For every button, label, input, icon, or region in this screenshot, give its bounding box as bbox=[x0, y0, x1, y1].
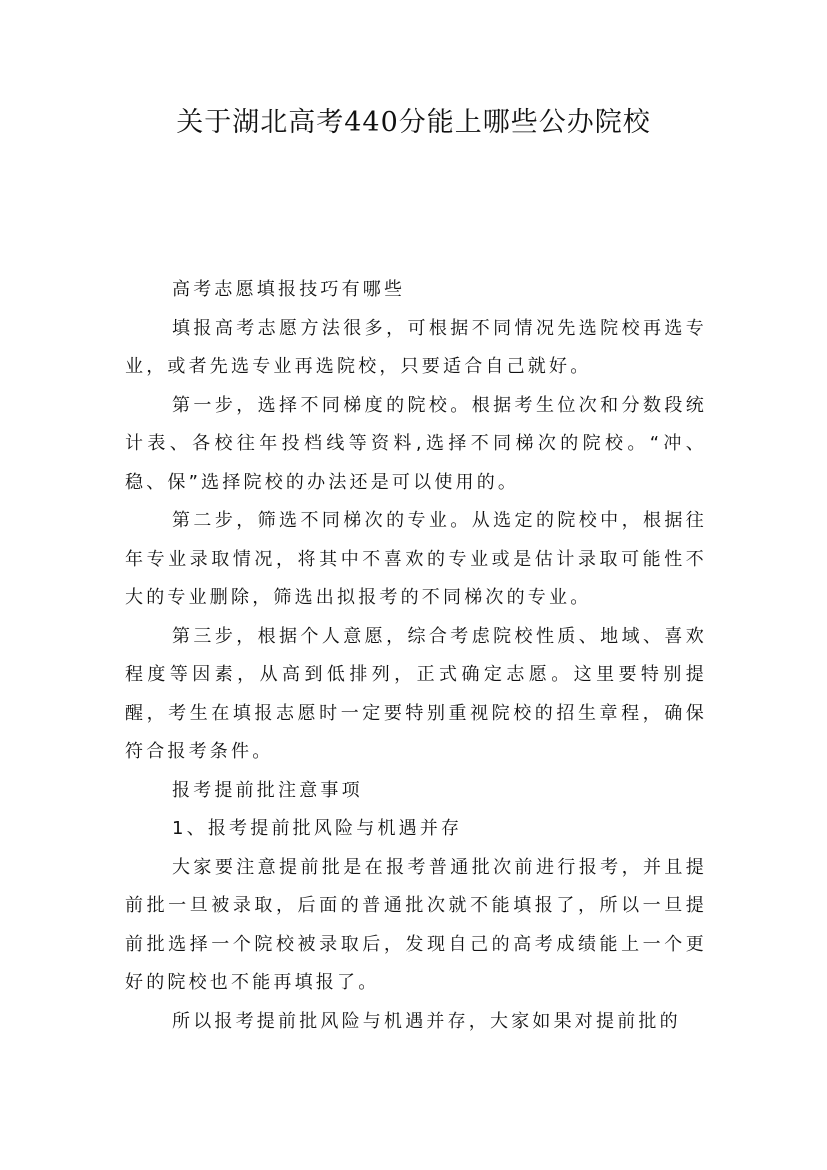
paragraph-heading-early-batch: 报考提前批注意事项 bbox=[172, 779, 363, 801]
document-title: 关于湖北高考440分能上哪些公办院校 bbox=[176, 107, 651, 138]
document-body bbox=[125, 271, 707, 1041]
paragraph-early-batch-explanation: 大家要注意提前批是在报考普通批次前进行报考，并且提前批一旦被录取，后面的普通批次就不能填报了，所以一旦提前批选择一个院校被录取后，发现自己的高考成绩能上一个更好的院校也不能再填报了。 bbox=[125, 856, 707, 993]
paragraph-intro: 填报高考志愿方法很多，可根据不同情况先选院校再选专业，或者先选专业再选院校，只要适合自己就好。 bbox=[125, 317, 707, 377]
paragraph-step-three: 第三步，根据个人意愿，综合考虑院校性质、地域、喜欢程度等因素，从高到低排列，正式确定志愿。这里要特别提醒，考生在填报志愿时一定要特别重视院校的招生章程，确保符合报考条件。 bbox=[125, 625, 707, 762]
paragraph-subheading-risk: 1、报考提前批风险与机遇并存 bbox=[172, 818, 463, 839]
paragraph-step-two: 第二步，筛选不同梯次的专业。从选定的院校中，根据往年专业录取情况，将其中不喜欢的专业或是估计录取可能性不大的专业删除，筛选出拟报考的不同梯次的专业。 bbox=[125, 510, 707, 608]
paragraph-step-one: 第一步，选择不同梯度的院校。根据考生位次和分数段统计表、各校往年投档线等资料,选择不同梯次的院校。“冲、稳、保”选择院校的办法还是可以使用的。 bbox=[125, 394, 707, 493]
paragraph-heading-tips: 高考志愿填报技巧有哪些 bbox=[172, 279, 406, 300]
paragraph-conclusion: 所以报考提前批风险与机遇并存，大家如果对提前批的 bbox=[172, 1010, 681, 1032]
